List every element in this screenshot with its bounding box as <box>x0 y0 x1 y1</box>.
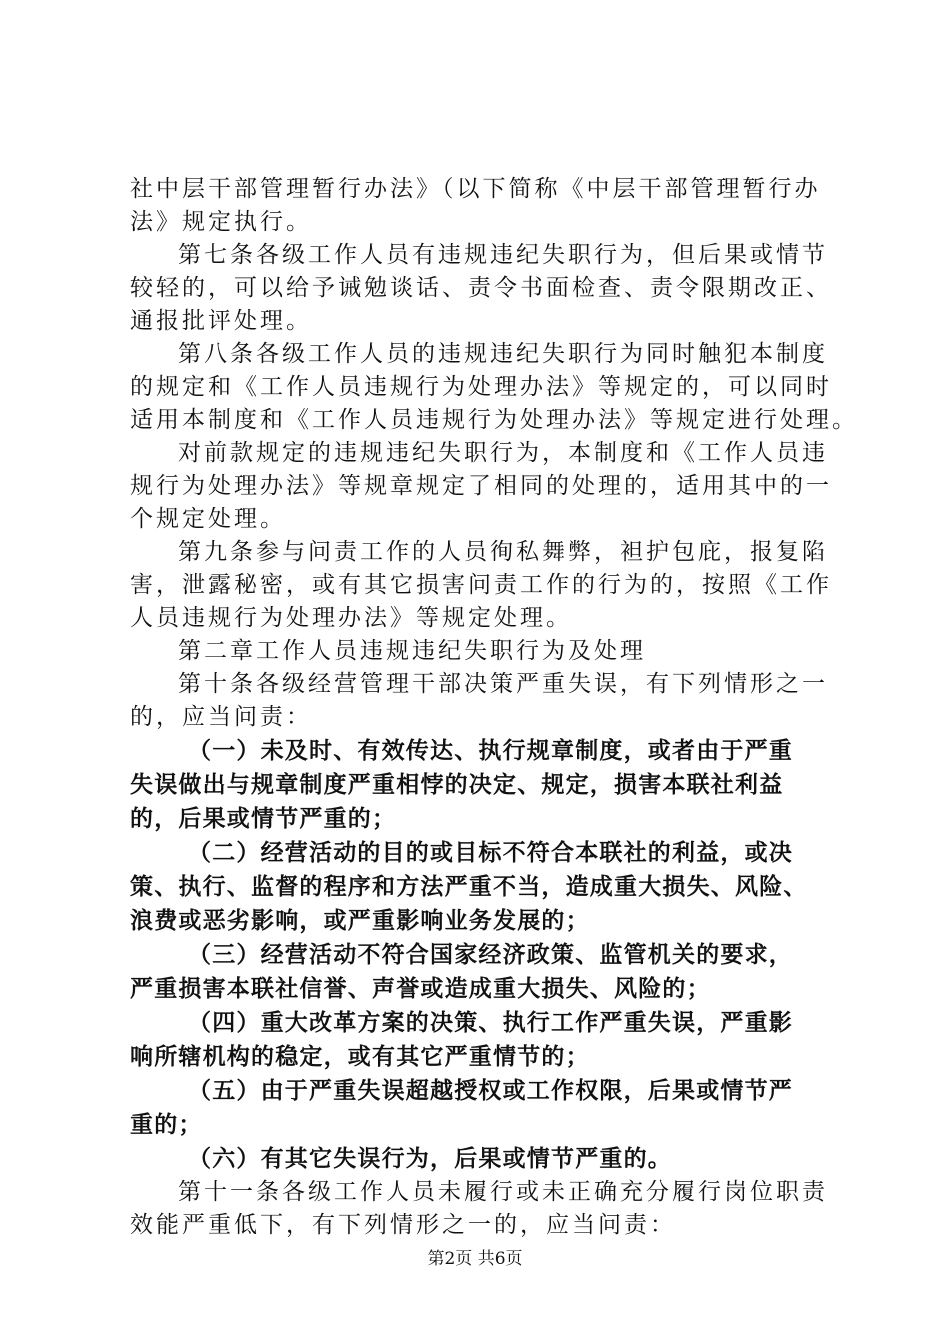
text-line: 的，应当问责： <box>130 704 312 730</box>
list-item-5: （五）由于严重失误超越授权或工作权限，后果或情节严 <box>188 1078 793 1104</box>
list-item-2: （二）经营活动的目的或目标不符合本联社的利益，或决 <box>188 840 793 866</box>
paragraph-start: 对前款规定的违规违纪失职行为，本制度和《工作人员违 <box>178 440 828 466</box>
text-line: 的，后果或情节严重的； <box>130 806 397 832</box>
article-8: 第八条各级工作人员的违规违纪失职行为同时触犯本制度 <box>178 341 828 367</box>
article-10: 第十条各级经营管理干部决策严重失误，有下列情形之一 <box>178 671 828 697</box>
text-line: 失误做出与规章制度严重相悖的决定、规定，损害本联社利益 <box>130 772 784 798</box>
text-line: 效能严重低下，有下列情形之一的，应当问责： <box>130 1212 676 1238</box>
text-line: 人员违规行为处理办法》等规定处理。 <box>130 605 572 631</box>
list-item-6: （六）有其它失误行为，后果或情节严重的。 <box>188 1146 672 1172</box>
page-number: 第2页 共6页 <box>427 1249 523 1269</box>
article-9: 第九条参与问责工作的人员徇私舞弊，袒护包庇，报复陷 <box>178 539 828 565</box>
article-11: 第十一条各级工作人员未履行或未正确充分履行岗位职责 <box>178 1179 828 1205</box>
text-line: 严重损害本联社信誉、声誉或造成重大损失、风险的； <box>130 976 711 1002</box>
article-7: 第七条各级工作人员有违规违纪失职行为，但后果或情节 <box>178 242 828 268</box>
text-line: 害，泄露秘密，或有其它损害问责工作的行为的，按照《工作 <box>130 572 832 598</box>
text-line: 重的； <box>130 1112 203 1138</box>
text-line: 规行为处理办法》等规章规定了相同的处理的，适用其中的一 <box>130 473 832 499</box>
document-body <box>130 173 858 1242</box>
list-item-4: （四）重大改革方案的决策、执行工作严重失误，严重影 <box>188 1010 793 1036</box>
text-line: 浪费或恶劣影响，或严重影响业务发展的； <box>130 908 590 934</box>
text-line: 较轻的，可以给予诫勉谈话、责令书面检查、责令限期改正、 <box>130 275 832 301</box>
text-line: 响所辖机构的稳定，或有其它严重情节的； <box>130 1044 590 1070</box>
text-line: 策、执行、监督的程序和方法严重不当，造成重大损失、风险、 <box>130 874 808 900</box>
text-line: 社中层干部管理暂行办法》（以下简称《中层干部管理暂行办 <box>130 176 821 202</box>
text-line: 通报批评处理。 <box>130 308 312 334</box>
text-line: 个规定处理。 <box>130 506 286 532</box>
text-line: 的规定和《工作人员违规行为处理办法》等规定的，可以同时 <box>130 374 832 400</box>
list-item-3: （三）经营活动不符合国家经济政策、监管机关的要求， <box>188 942 793 968</box>
text-line: 法》规定执行。 <box>130 209 312 235</box>
text-line: 适用本制度和《工作人员违规行为处理办法》等规定进行处理。 <box>130 407 858 433</box>
chapter-heading: 第二章工作人员违规违纪失职行为及处理 <box>178 638 646 664</box>
list-item-1: （一）未及时、有效传达、执行规章制度，或者由于严重 <box>188 738 793 764</box>
